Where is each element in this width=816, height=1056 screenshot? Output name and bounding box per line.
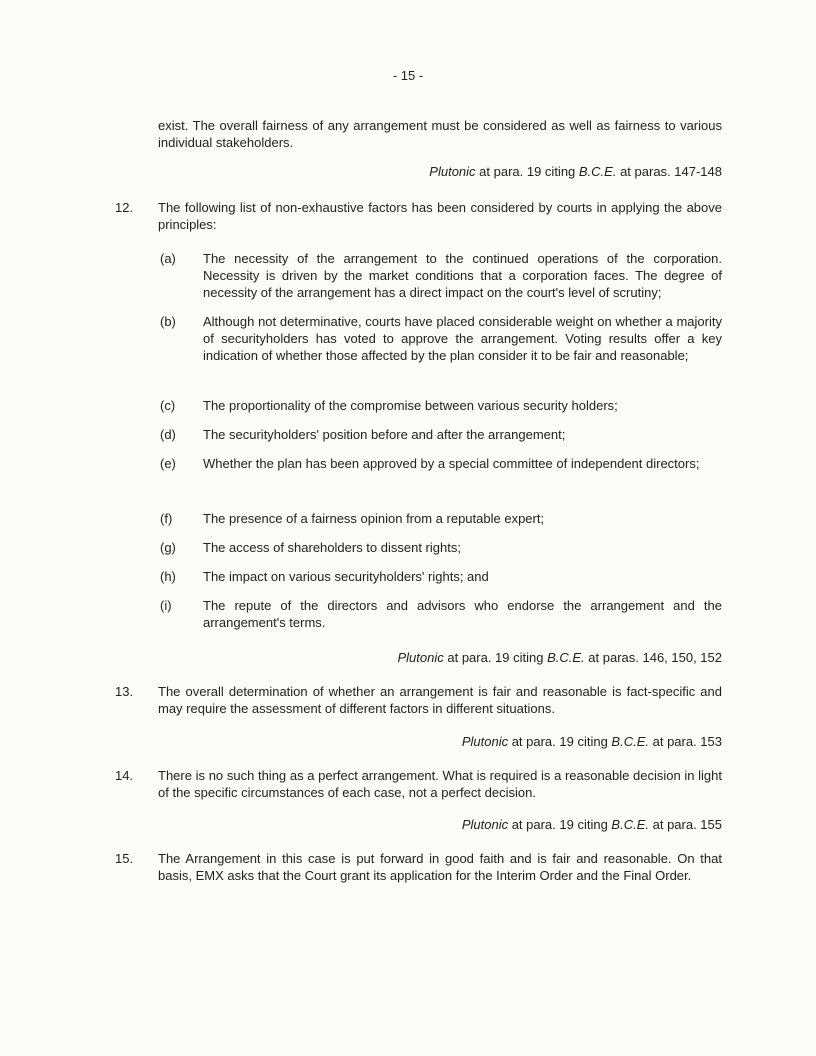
factor-label: (e) [160,456,176,471]
citation-text: at para. 19 citing [475,164,579,179]
case-name: Plutonic [461,817,509,832]
factor-label: (d) [160,427,176,442]
factor-text: Whether the plan has been approved by a special committee of independent directors; [203,456,700,471]
factor-text: The necessity of the arrangement to the continued operations of the corporation. Necessity is driven by the market conditions that a corporation faces. The degree of necessity of the arrangement has a direct impact on the court's level of scrutiny; [203,251,722,300]
factor-label: (i) [160,598,172,613]
paragraph-13: The overall determination of whether an arrangement is fair and reasonable is fact-specific and may require the assessment of different factors in different situations. [158,684,722,716]
factor-label: (a) [160,251,176,266]
paragraph-12: The following list of non-exhaustive factors has been considered by courts in applying the above principles: [158,200,722,232]
factor-label: (h) [160,569,176,584]
citation-text: at para. 19 citing [508,817,612,832]
factor-text: The securityholders' position before and after the arrangement; [203,427,566,442]
citation-text: at paras. 147-148 [616,164,722,179]
source-name: B.C.E. [611,734,649,749]
citation-text: at para. 19 citing [508,734,612,749]
citation-text: at para. 153 [649,734,722,749]
case-name: Plutonic [397,650,444,665]
paragraph-number: 13. [115,684,134,699]
factor-label: (g) [160,540,176,555]
paragraph-number: 14. [115,768,134,783]
factor-label: (f) [160,511,173,526]
paragraph-14: There is no such thing as a perfect arrangement. What is required is a reasonable decision in light of the specific circumstances of each case, not a perfect decision. [158,768,722,800]
citation-text: at paras. 146, 150, 152 [584,650,722,665]
factor-label: (c) [160,398,176,413]
paragraph-15: The Arrangement in this case is put forward in good faith and is fair and reasonable. On that basis, EMX asks that the Court grant its application for the Interim Order and the Final Order. [158,851,722,883]
factor-text: The impact on various securityholders' rights; and [203,569,489,584]
source-name: B.C.E. [611,817,649,832]
citation-text: at para. 19 citing [443,650,548,665]
paragraph-number: 12. [115,200,134,215]
page-number: - 15 - [392,68,424,83]
source-name: B.C.E. [547,650,585,665]
citation [462,733,722,750]
source-name: B.C.E. [578,164,617,179]
citation-text: at para. 155 [649,817,722,832]
factor-text: Although not determinative, courts have placed considerable weight on whether a majority of securityholders has voted to approve the arrangement. Voting results offer a key indication of whether those affected by the plan consider it to be fair and reasonable; [203,314,722,363]
factor-text: The access of shareholders to dissent rights; [203,540,461,555]
citation [462,816,722,833]
factor-text: The proportionality of the compromise between various security holders; [203,398,618,413]
factor-text: The presence of a fairness opinion from a reputable expert; [203,511,545,526]
paragraph-number: 15. [115,851,134,866]
case-name: Plutonic [429,164,476,179]
citation [398,649,723,666]
citation [429,163,722,180]
factor-text: The repute of the directors and advisors who endorse the arrangement and the arrangement's terms. [203,598,722,630]
case-name: Plutonic [461,734,509,749]
factor-label: (b) [160,314,176,329]
intro-paragraph: exist. The overall fairness of any arrangement must be considered as well as fairness to various individual stakeholders. [158,118,722,150]
